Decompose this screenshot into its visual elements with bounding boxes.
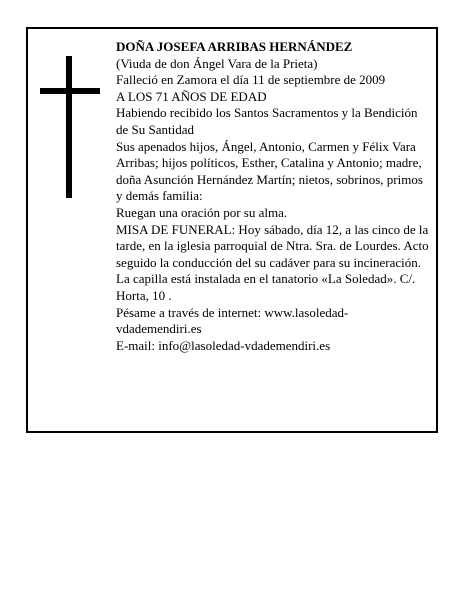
- obituary-text: [116, 39, 430, 354]
- prayer-request: Ruegan una oración por su alma.: [116, 204, 288, 220]
- death-details: Falleció en Zamora el día 11 de septiembre de 2009: [116, 72, 386, 88]
- cross-icon: [40, 56, 100, 198]
- chapel-location: La capilla está instalada en el tanatorio «La Soledad». C/. Horta, 10 .: [116, 271, 416, 303]
- obituary-notice: [26, 27, 438, 433]
- contact-email: E-mail: info@lasoledad-vdademendiri.es: [116, 337, 331, 353]
- deceased-name: DOÑA JOSEFA ARRIBAS HERNÁNDEZ: [116, 39, 353, 54]
- online-condolences: Pésame a través de internet: www.lasoledad-vdademendiri.es: [116, 304, 349, 337]
- age-at-death: A LOS 71 AÑOS DE EDAD: [116, 88, 267, 104]
- sacraments-note: Habiendo recibido los Santos Sacramentos y la Bendición de Su Santidad: [116, 105, 418, 137]
- cross-vertical-bar: [66, 56, 72, 198]
- widow-of: (Viuda de don Ángel Vara de la Prieta): [116, 55, 318, 71]
- cross-horizontal-bar: [40, 88, 100, 94]
- family-list: Sus apenados hijos, Ángel, Antonio, Carmen y Félix Vara Arribas; hijos políticos, Esther, Catalina y Antonio; madre, doña Asunción Hernández Martín; nietos, sobrinos, primos y demás familia:: [116, 138, 423, 204]
- funeral-mass-details: MISA DE FUNERAL: Hoy sábado, día 12, a las cinco de la tarde, en la iglesia parroquial de Ntra. Sra. de Lourdes. Acto seguido la conducción del su cadáver para su incineración.: [116, 221, 429, 270]
